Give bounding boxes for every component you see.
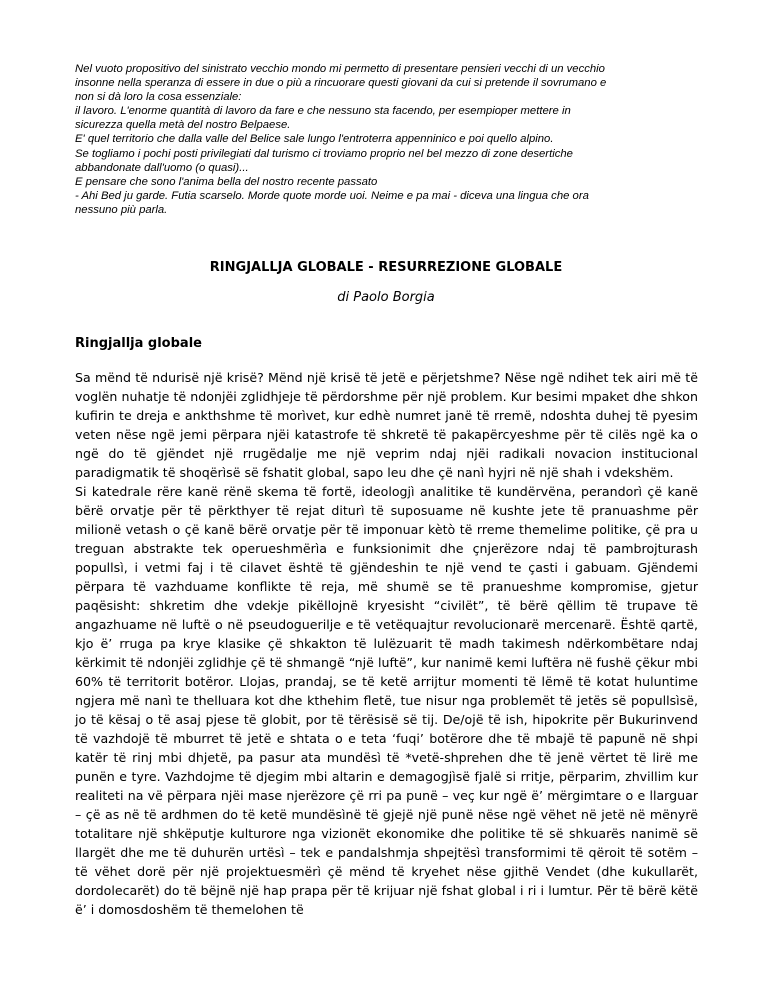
body-text xyxy=(75,368,698,919)
epigraph-line: Se togliamo i pochi posti privilegiati dal turismo ci troviamo proprio nel bel mezzo di zone desertiche xyxy=(75,147,573,160)
paragraph: Sa mënd të ndurisë një krisë? Mënd një krisë të jetë e përjetshme? Nëse ngë ndihet tek airi më të voglën nuhatje të ndonjëi zglidhjeje të përdorshme për një problem. Kur besimi mpaket dhe shkon kufirin te dreja e ankthshme të morìvet, kur edhè numret janë të rremë, ndoshta duhej të pyesim veten nëse ngë jemi përpara njëi katastrofe të shkretë të pakapërcyeshme për të cilës ngë ka o ngë do të gjëndet një rrugëdalje me një veprim ndaj njëi radikali novacion institucional paradigmatik të shoqërìsë së fshatit global, sapo leu dhe çë nanì hyjri në një shah i vdekshëm. xyxy=(75,370,698,480)
author-byline: di Paolo Borgia xyxy=(337,290,435,305)
section-heading: Ringjallja globale xyxy=(75,336,202,351)
epigraph-line: sicurezza quella metà del nostro Belpaese. xyxy=(75,119,291,132)
epigraph-line: insonne nella speranza di essere in due o più a rincuorare questi giovani da cui si pretende il sovrumano e xyxy=(75,77,607,90)
epigraph-line: abbandonate dall'uomo (o quasi)... xyxy=(75,161,249,174)
epigraph-line: non si dà loro la cosa essenziale: xyxy=(75,91,242,104)
epigraph-line: E' quel territorio che dalla valle del Belice sale lungo l'entroterra appenninico e poi quello alpino. xyxy=(75,133,554,146)
epigraph-line: nessuno più parla. xyxy=(75,203,168,216)
epigraph-line: il lavoro. L'enorme quantità di lavoro da fare e che nessuno sta facendo, per esempioper mettere in xyxy=(75,105,571,118)
document-title: RINGJALLJA GLOBALE - RESURREZIONE GLOBALE xyxy=(209,260,563,275)
epigraph-line: Nel vuoto propositivo del sinistrato vecchio mondo mi permetto di presentare pensieri vecchi di un vecchio xyxy=(75,63,605,75)
italian-epigraph xyxy=(75,62,707,217)
epigraph-line: - Ahi Bed ju garde. Futia scarselo. Morde quote morde uoi. Neime e pa mai - diceva una lingua che ora xyxy=(75,189,589,202)
epigraph-line: E pensare che sono l'anima bella del nostro recente passato xyxy=(75,175,378,188)
paragraph: Si katedrale rëre kanë rënë skema të fortë, ideologjì analitike të kundërvëna, perandorì çë kanë bërë orvatje për të përkthyer të rejat diturì të suposuame në kushte jete të pranuashme për milionë vetash o çë kanë bërë orvatje për të imponuar kètò të rreme themelime politike, çë pra u treguan abstrakte tek operueshmërìa e funksionimit dhe çnjerëzore ndaj të pambrojturash popullsì, i vetmi faj i të cilavet është të gjëndeshin te një vend te çasti i gabuam. Gjëndemi përpara të vazhduame konflikte të reja, më shumë se të pranueshme kompromise, gjetur paqësisht: shkretim dhe vdekje pikëllojnë kryesisht “civilët”, të bërë qëllim të trupave të angazhuame në luftë o në pseudoguerilje e të vetëquajtur revolucionarë mercenarë. Është qartë, kjo ë’ rruga pa krye klasike çë shkakton të lulëzuarit të madh takimesh ndërkombëtare ndaj kërkimit të ndonjëi zglidhje çë të shmangë “një luftë”, kur nanimë kemi luftëra në fushë çëkur mbi 60% të territorit botëror. Llojas, prandaj, se të ketë arrijtur momenti të lëmë të kotat huluntime ngjera më nanì te thelluara kot dhe kthehim fletë, tue nisur nga problemët të jetës së popullsìsë, jo të kësaj o të asaj pjese të globit, por të tërësisë së tij. De/ojë të ish, hipokrite për Bukurinvend të vazhdojë të mburret të jetë e shtata o e teta ‘fuqi’ botërore dhe të mbajë të papunë në shpi katër të rinj mbi dhjetë, pa pasur ata mundësì të *vetë-shprehen dhe të jenë vërtet të lirë me punën e tyre. Vazhdojme të djegim mbi altarin e demagogjìsë fjalë si rritje, përparim, zhvillim kur realiteti na vë përpara njëi mase njerëzore çë rri pa punë – veç kur ngë ë’ mërgimtare o e llarguar – çë as në të ardhmen do të ketë mundësìnë të gjejë një punë nëse ngë vëhet në jetë në mënyrë totalitare një shkëputje kulturore nga vizionët ekonomike dhe politike të së shkuarës nanimë së llargët dhe me të duhurën urtësì – tek e pandalshmja shpejtësì transformimi të qëroit të sotëm – të vëhet dorë për një projektuesmërì çë mënd të kryehet nëse gjithë Vendet (dhe kukullarët, dordolecarët) do të bëjnë një hap prapa për të krijuar një fshat global i ri i lumtur. Për të bërë këtë ë’ i domosdoshëm të themelohen të xyxy=(75,484,698,917)
